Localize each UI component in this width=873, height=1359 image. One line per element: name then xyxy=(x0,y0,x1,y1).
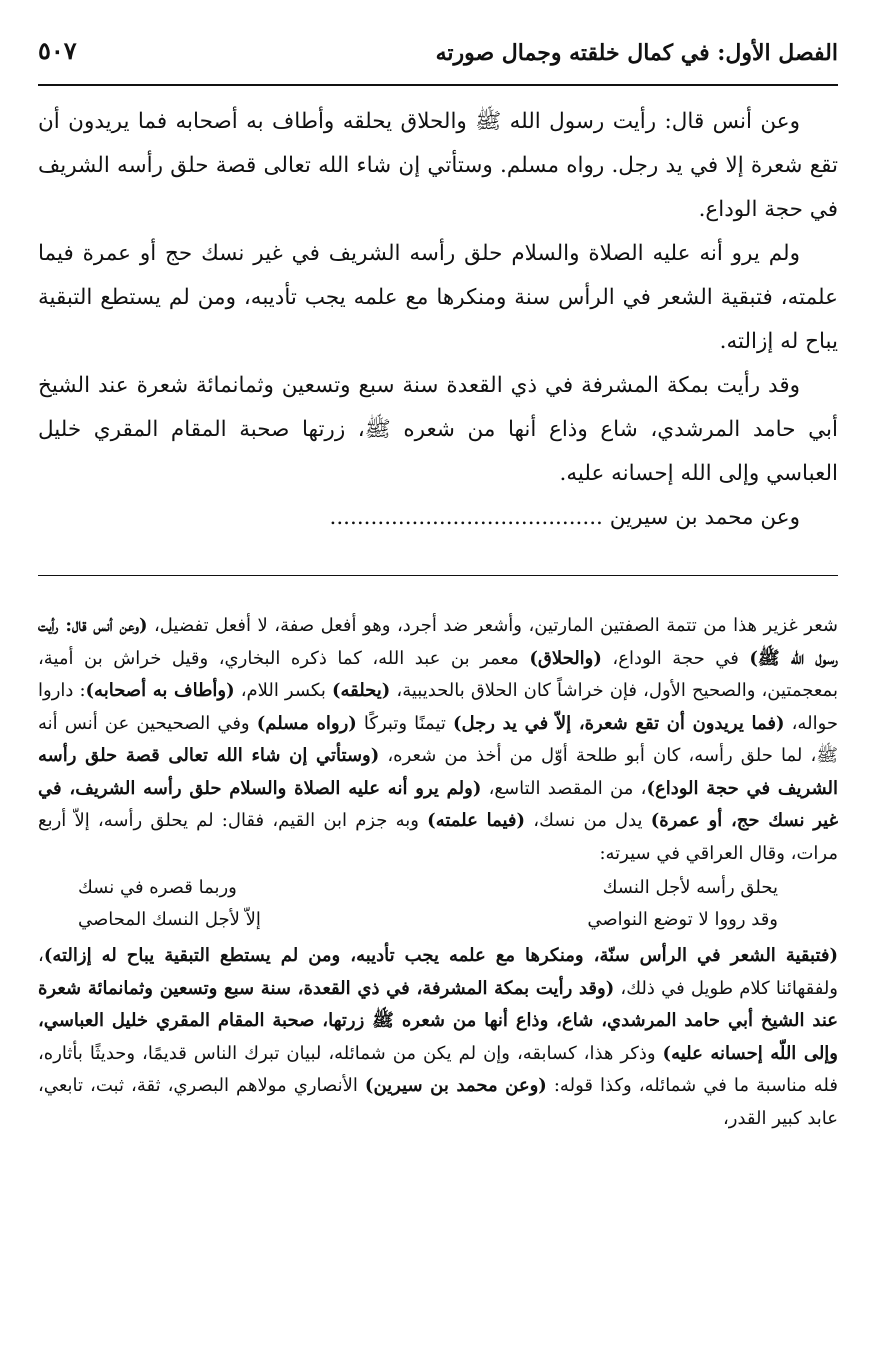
commentary-text-run: يدل من نسك، xyxy=(525,810,651,831)
quoted-text: (وعن محمد بن سيرين) xyxy=(364,1075,547,1096)
main-paragraph: وقد رأيت بمكة المشرفة في ذي القعدة سنة سبع وتسعين وثمانمائة شعرة عند الشيخ أبي حامد المرشدي، شاع وذاع أنها من شعره ﷺ، زرتها صحبة المقام المقري خليل العباسي وإلى الله إحسانه عليه. xyxy=(38,373,838,486)
quoted-text: (وقد رأيت بمكة المشرفة، في ذي القعدة، سنة سبع وتسعين وثمانمائة شعرة عند الشيخ أبي حامد المرشدي، شاع، وذاع أنها من شعره ﷺ زرتها، صحبة المقام المقري خليل العباسي، وإلى اللّه إحسانه عليه) xyxy=(38,977,838,1064)
commentary-divider xyxy=(38,575,838,576)
book-page xyxy=(38,22,838,1342)
commentary-text xyxy=(38,610,838,1135)
commentary-text-run: ، ولفقهائنا كلام طويل في ذلك، xyxy=(38,945,838,999)
verse-first-hemistich: يحلق رأسه لأجل النسك xyxy=(602,877,778,898)
header-divider xyxy=(38,84,838,86)
verse-second-hemistich: وربما قصره في نسك xyxy=(78,877,237,898)
quoted-text: (رواه مسلم) xyxy=(256,712,357,734)
commentary-text-run: في حجة الوداع، xyxy=(601,647,750,669)
quoted-text: (فما يريدون أن تقع شعرة، إلاّ في يد رجل) xyxy=(452,712,785,734)
verse-first-hemistich: وقد رووا لا توضع النواصي xyxy=(587,909,778,930)
page-header xyxy=(38,22,838,72)
commentary-text-run: وذكر هذا، كسابقه، وإن لم يكن من شمائله، لبيان تبرك الناس قديمًا، وحديثًا بأثاره، فله مناسبة ما في شمائله، وكذا قوله: xyxy=(38,1042,838,1096)
main-text xyxy=(38,100,838,540)
quoted-text: (وستأتي إن شاء الله تعالى قصة حلق رأسه الشريف في حجة الوداع) xyxy=(38,745,839,799)
commentary-text-run: شعر غزير هذا من تتمة الصفتين المارتين، وأشعر ضد أجرد، وهو أفعل صفة، لا أفعل تفضيل، xyxy=(147,615,838,636)
chapter-title: الفصل الأول: في كمال خلقته وجمال صورته xyxy=(435,40,838,66)
quoted-text: (وعن أنس قال: رأيت رسول الله ﷺ) xyxy=(38,615,838,669)
quoted-text: (وأطاف به أصحابه) xyxy=(85,680,235,701)
commentary-text-run: وفي الصحيحين عن أنس أنه ﷺ، لما حلق رأسه، كان أبو طلحة أوّل من أخذ من شعره، xyxy=(38,712,839,766)
quoted-text: (فتبقية الشعر في الرأس سنّة، ومنكرها مع علمه يجب تأديبه، ومن لم يستطع التبقية يباح له إزالته) xyxy=(43,945,838,966)
main-last-line xyxy=(38,496,838,540)
main-paragraph: ولم يرو أنه عليه الصلاة والسلام حلق رأسه الشريف في غير نسك حج أو عمرة فيما علمته، فتبقية الشعر في الرأس سنة ومنكرها مع علمه يجب تأديبه، ومن لم يستطع التبقية يباح له إزالته. xyxy=(38,241,838,354)
poem-verse xyxy=(38,904,838,936)
quoted-text: (ولم يرو أنه عليه الصلاة والسلام حلق رأسه الشريف، في غير نسك حج، أو عمرة) xyxy=(38,777,838,831)
commentary-paragraph xyxy=(38,940,838,1135)
quoted-text: (والحلاق) xyxy=(529,647,602,669)
poem-verse xyxy=(38,872,838,904)
quoted-text: (يحلقه) xyxy=(331,680,391,701)
commentary-text-run: تيمنًا وتبركًا xyxy=(356,712,453,734)
commentary-text-run: الأنصاري مولاهم البصري، ثقة، ثبت، تابعي، عابد كبير القدر، xyxy=(38,1075,838,1129)
quoted-text: (فيما علمته) xyxy=(427,810,526,831)
poem-verses xyxy=(38,872,838,936)
page-number: ٥٠٧ xyxy=(38,36,77,65)
commentary-text-run: ، من المقصد التاسع، xyxy=(481,777,647,799)
commentary-text-run: معمر بن عبد الله، كما ذكره البخاري، وقيل خراش بن أمية، بمعجمتين، والصحيح الأول، فإن خراشاً كان الحلاق بالحديبية، xyxy=(38,647,838,701)
main-last-line-text: وعن محمد بن سيرين xyxy=(609,505,800,530)
commentary-text-run: : داروا حواله، xyxy=(38,680,838,734)
commentary-text-run: وبه جزم ابن القيم، فقال: لم يحلق رأسه، إلاّ أربع مرات، وقال العراقي في سيرته: xyxy=(38,810,838,864)
continuation-dots: ........................................ xyxy=(329,505,603,530)
main-paragraph: وعن أنس قال: رأيت رسول الله ﷺ والحلاق يحلقه وأطاف به أصحابه فما يريدون أن تقع شعرة إلا في يد رجل. رواه مسلم. وستأتي إن شاء الله تعالى قصة حلق رأسه الشريف في حجة الوداع. xyxy=(38,109,838,222)
commentary-paragraph xyxy=(38,610,838,870)
verse-second-hemistich: إلاّ لأجل النسك المحاصي xyxy=(78,909,261,930)
commentary-text-run: بكسر اللام، xyxy=(234,680,332,701)
